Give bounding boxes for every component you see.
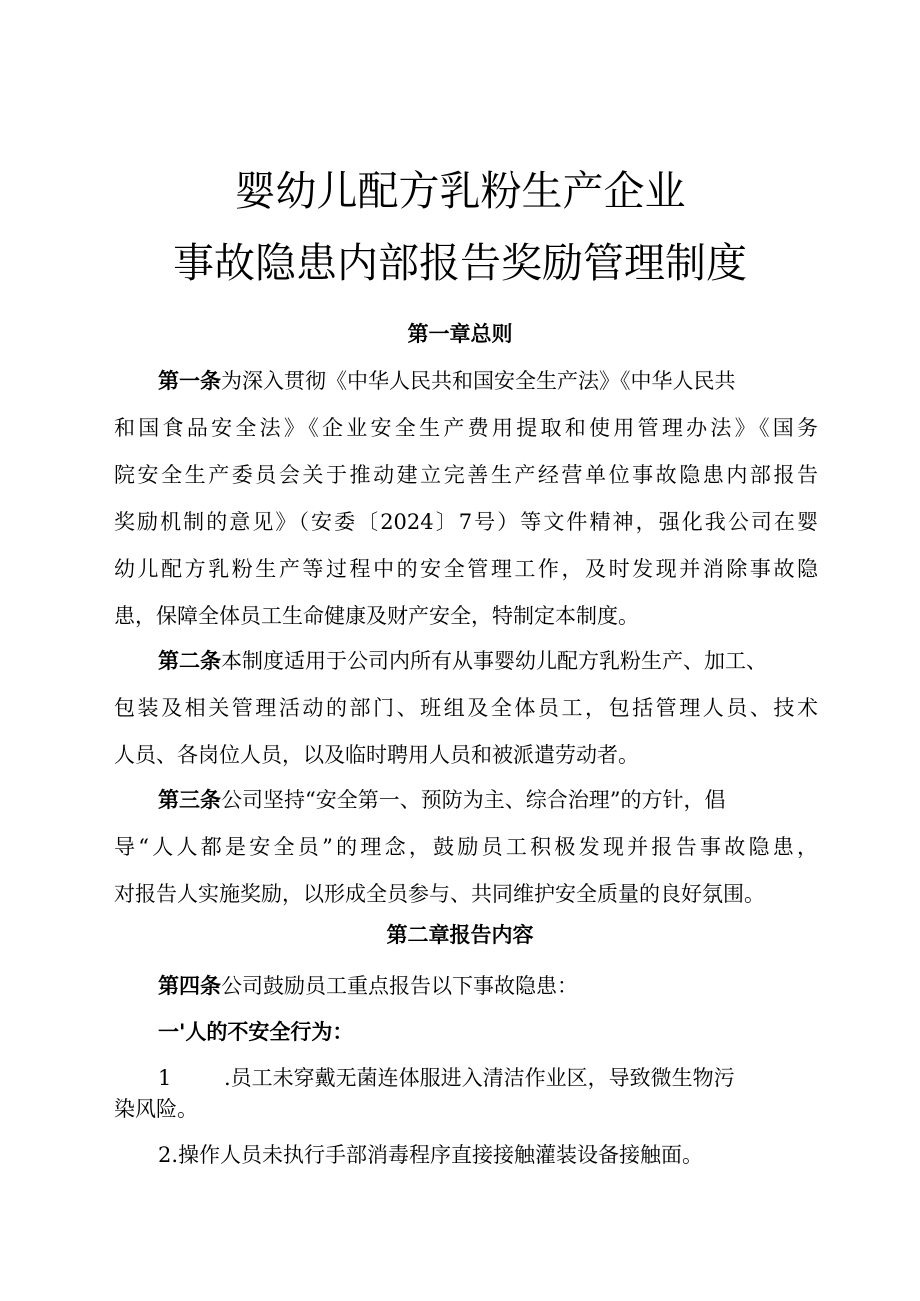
article4-text-line1: 公司鼓励员工重点报告以下事故隐患： <box>221 974 578 998</box>
article1-label: 第一条 <box>158 368 221 393</box>
item1-text-line2: 染风险。 <box>114 1097 198 1121</box>
article1-text-line5: 幼儿配方乳粉生产等过程中的安全管理工作，及时发现并消除事故隐 <box>114 557 818 581</box>
article4-label: 第四条 <box>158 973 221 998</box>
article2-first-line <box>158 645 767 677</box>
article3-label: 第三条 <box>158 787 221 812</box>
article1-text-line3: 院安全生产委员会关于推动建立完善生产经营单位事故隐患内部报告 <box>114 463 818 487</box>
item2-text: 2.操作人员未执行手部消毒程序直接接触灌装设备接触面。 <box>158 1143 704 1167</box>
article2-text-line1: 本制度适用于公司内所有从事婴幼儿配方乳粉生产、加工、 <box>221 649 767 673</box>
article2-label: 第二条 <box>158 648 221 673</box>
article2-text-line2: 包装及相关管理活动的部门、班组及全体员工，包括管理人员、技术 <box>114 696 818 720</box>
document-title-line1: 婴幼儿配方乳粉生产企业 <box>234 167 686 215</box>
article3-first-line <box>158 784 725 816</box>
section1-heading: 一'人的不安全行为： <box>158 1019 354 1044</box>
article2-text-line3: 人员、各岗位人员，以及临时聘用人员和被派遣劳动者。 <box>114 743 639 767</box>
document-title-line2: 事故隐患内部报告奖励管理制度 <box>173 239 747 287</box>
chapter1-heading: 第一章总则 <box>407 321 513 346</box>
chapter2-heading: 第二章报告内容 <box>386 922 534 947</box>
article3-text-line2: 导“人人都是安全员”的理念，鼓励员工积极发现并报告事故隐患， <box>114 835 818 859</box>
article1-first-line <box>158 365 736 397</box>
item1-text-line1: .员工未穿戴无菌连体服进入清洁作业区，导致微生物污 <box>224 1066 735 1090</box>
article1-text-line1: 为深入贯彻《中华人民共和国安全生产法》《中华人民共 <box>221 369 736 393</box>
article1-text-line4: 奖励机制的意见》（安委〔2024〕7号）等文件精神，强化我公司在婴 <box>114 510 818 534</box>
article1-text-line6: 患，保障全体员工生命健康及财产安全，特制定本制度。 <box>114 604 639 628</box>
item1-first-line <box>158 1062 735 1094</box>
item1-number: 1 <box>158 1066 172 1090</box>
article4-first-line <box>158 970 578 1002</box>
article3-text-line3: 对报告人实施奖励，以形成全员参与、共同维护安全质量的良好氛围。 <box>114 882 765 906</box>
article3-text-line1: 公司坚持“安全第一、预防为主、综合治理”的方针，倡 <box>221 788 726 812</box>
article1-text-line2: 和国食品安全法》《企业安全生产费用提取和使用管理办法》《国务 <box>114 416 818 440</box>
